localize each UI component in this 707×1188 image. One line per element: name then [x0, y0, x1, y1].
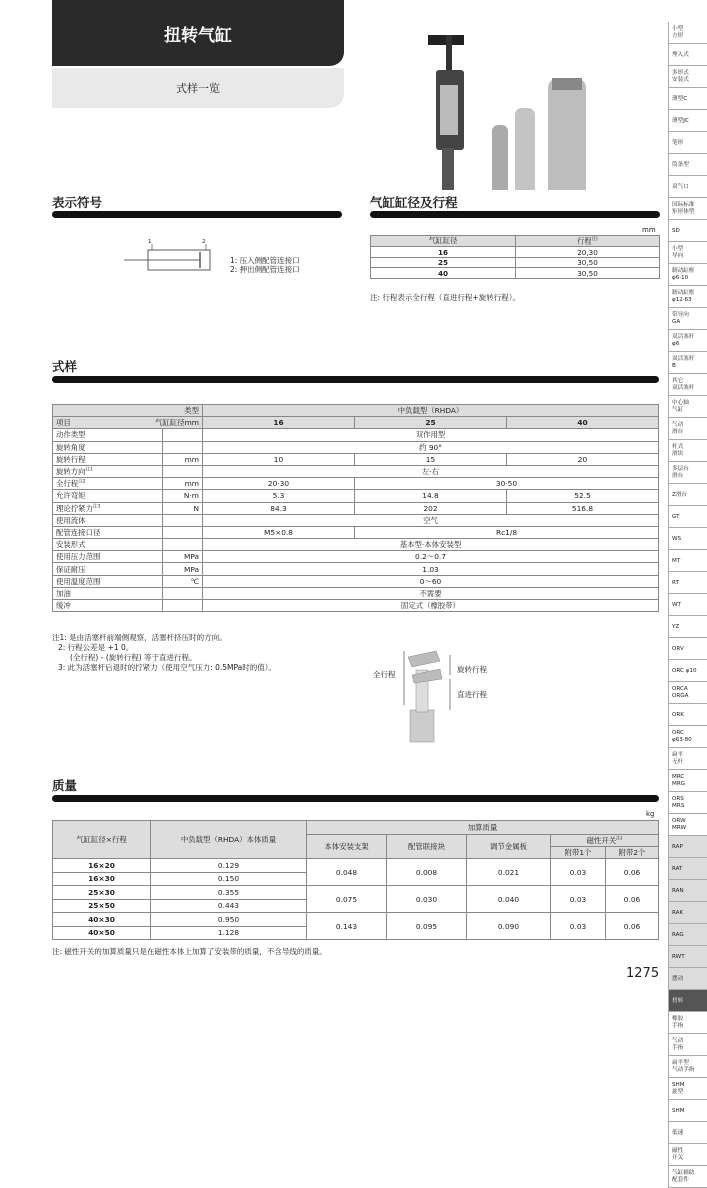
cell: 0.095: [387, 913, 467, 940]
row-unit: MPa: [163, 551, 203, 563]
cell: 0.075: [307, 886, 387, 913]
side-index-item[interactable]: 笔形: [668, 132, 707, 154]
h-item-bore: [53, 417, 203, 429]
fig-full-stroke: 全行程: [373, 670, 396, 679]
row-unit: [163, 514, 203, 526]
row-unit: [163, 600, 203, 612]
h-add-mass: 加算质量: [307, 821, 659, 835]
side-index-item[interactable]: 扭转: [668, 990, 707, 1012]
cell: 30,50: [516, 257, 660, 268]
side-index-item[interactable]: SHM 旋型: [668, 1078, 707, 1100]
cell: 10: [203, 453, 355, 465]
cell: 0.950: [151, 913, 307, 927]
section-divider: [52, 795, 659, 802]
side-index-item[interactable]: Z滑台: [668, 484, 707, 506]
mass-heading: 质量: [52, 778, 78, 793]
mass-note: 注: 磁性开关的加算质量只是在磁性本体上加算了安装带的质量，不含导线的质量。: [52, 947, 327, 956]
side-index-item[interactable]: 双活塞杆 φ6: [668, 330, 707, 352]
cell: 30·50: [355, 478, 659, 490]
cell: 基本型·本体安装型: [203, 539, 659, 551]
side-index-item[interactable]: 扁平型 气动手指: [668, 1056, 707, 1078]
spec-note-2: 2: 行程公差是 +1 0。: [58, 643, 134, 652]
cell: 20: [507, 453, 659, 465]
side-index-item[interactable]: 双活塞杆 B: [668, 352, 707, 374]
h-model: 中负载型（RHDA）: [203, 405, 659, 417]
port2-label: 2: [202, 239, 206, 245]
cell: 0.150: [151, 872, 307, 886]
side-index-item[interactable]: ORCA ORGA: [668, 682, 707, 704]
section-divider: [52, 211, 342, 218]
stroke-diagram: [390, 645, 460, 745]
spec-row: [53, 539, 659, 551]
side-index-item[interactable]: 双气口: [668, 176, 707, 198]
side-index-item[interactable]: 小型 导向: [668, 242, 707, 264]
table-row: [371, 268, 660, 279]
side-index-item[interactable]: ORC φ63·80: [668, 726, 707, 748]
mass-row: [53, 886, 659, 900]
h-b16: 16: [203, 417, 355, 429]
cell: 84.3: [203, 502, 355, 514]
fig-lin-stroke: 直进行程: [457, 690, 487, 699]
cell: 516.8: [507, 502, 659, 514]
side-index-item[interactable]: 埋入式: [668, 44, 707, 66]
table-row: [371, 247, 660, 258]
row-label: 保证耐压: [53, 563, 163, 575]
page-number: 1275: [626, 966, 660, 981]
side-index-item[interactable]: 磁性 开关: [668, 1144, 707, 1166]
cell: 1.03: [203, 563, 659, 575]
h-b40: 40: [507, 417, 659, 429]
section-divider: [52, 376, 659, 383]
cell: 0.355: [151, 886, 307, 900]
h-item: 项目: [56, 418, 71, 428]
cell: 40: [371, 268, 516, 279]
cell: 30,50: [516, 268, 660, 279]
cell: 不需要: [203, 587, 659, 599]
product-photo: [420, 30, 600, 190]
cell: 0.443: [151, 899, 307, 913]
side-index-item[interactable]: 制动缸框 φ12·63: [668, 286, 707, 308]
col-stroke: [516, 236, 660, 247]
col-bore: 气缸缸径: [371, 236, 516, 247]
cell: 约 90°: [203, 441, 659, 453]
h-switch-label: 磁性开关: [586, 836, 617, 845]
h-pipe: 配管联接块: [387, 835, 467, 859]
cell: 0.2～0.7: [203, 551, 659, 563]
row-label: 旋转角度: [53, 441, 163, 453]
cell: 固定式（橡胶带）: [203, 600, 659, 612]
symbol-legend-2: 2: 押出侧配管连接口: [230, 265, 300, 274]
h-type: 类型: [53, 405, 203, 417]
spec-note-1: 注1: 是由活塞杆前端侧观察，活塞杆挤压时的方向。: [52, 633, 227, 642]
side-index-item[interactable]: 多形式 安装式: [668, 66, 707, 88]
side-index-item[interactable]: RAK: [668, 902, 707, 924]
side-index-item[interactable]: ORW MRW: [668, 814, 707, 836]
side-index-item[interactable]: 气动 手指: [668, 1034, 707, 1056]
side-index-item[interactable]: RWT: [668, 946, 707, 968]
side-index-item[interactable]: 低速: [668, 1122, 707, 1144]
cell: 0.040: [467, 886, 551, 913]
row-unit: [163, 429, 203, 441]
cell: 0.030: [387, 886, 467, 913]
cell: 0.06: [606, 886, 659, 913]
cell: 0.03: [551, 913, 606, 940]
side-index-item[interactable]: GT: [668, 506, 707, 528]
h-sw1: 附带1个: [551, 847, 606, 859]
cell: 双作用型: [203, 429, 659, 441]
spec-row: [53, 600, 659, 612]
row-unit: N·m: [163, 490, 203, 502]
cell: 0.129: [151, 859, 307, 873]
side-index-item[interactable]: 小型 方形: [668, 22, 707, 44]
mass-row: [53, 913, 659, 927]
cell: 0.021: [467, 859, 551, 886]
symbol-heading: 表示符号: [52, 195, 103, 210]
cylinder-symbol: [120, 240, 220, 280]
row-label: 动作类型: [53, 429, 163, 441]
row-unit: [163, 539, 203, 551]
side-index-item[interactable]: 制动缸框 φ6·10: [668, 264, 707, 286]
cell: 0.03: [551, 859, 606, 886]
side-index-item[interactable]: 薄型JC: [668, 110, 707, 132]
spec-note-4: 3: 此为活塞杆后退时的拧紧力（使用空气压力: 0.5MPa时的值）。: [58, 663, 277, 672]
row-label: 旋转行程: [53, 453, 163, 465]
page-subtitle: 式样一览: [52, 68, 344, 108]
cell: 左·右: [203, 465, 659, 477]
side-index-item[interactable]: 带导向 GA: [668, 308, 707, 330]
side-index-item[interactable]: 筒条型: [668, 154, 707, 176]
bore-stroke-heading: 气缸缸径及行程: [370, 195, 458, 210]
page-title: 扭转气缸: [52, 0, 344, 66]
cell: 0.090: [467, 913, 551, 940]
cell: 15: [355, 453, 507, 465]
cell: 5.3: [203, 490, 355, 502]
cell: 25×30: [53, 886, 151, 900]
spec-row: [53, 575, 659, 587]
side-index-item[interactable]: 扁平 无杆: [668, 748, 707, 770]
spec-note-3: (全行程) - (旋转行程) 等于直进行程。: [70, 653, 197, 662]
side-index: [668, 22, 707, 1188]
cell: 40×30: [53, 913, 151, 927]
cell: 202: [355, 502, 507, 514]
row-unit: N: [163, 502, 203, 514]
mass-unit: kg: [646, 810, 655, 818]
cell: 14.8: [355, 490, 507, 502]
row-label: 配管连接口径: [53, 526, 163, 538]
row-label: 旋转方向$^{注1}$: [53, 465, 163, 477]
col-stroke-note: 注): [591, 237, 598, 242]
port1-label: 1: [148, 239, 152, 245]
side-index-item[interactable]: RAT: [668, 858, 707, 880]
cell: 20·30: [203, 478, 355, 490]
spec-row: [53, 490, 659, 502]
side-index-item[interactable]: 橡胶 手指: [668, 1012, 707, 1034]
row-label: 使用压力范围: [53, 551, 163, 563]
cell: 0～60: [203, 575, 659, 587]
row-unit: mm: [163, 478, 203, 490]
row-label: 加油: [53, 587, 163, 599]
h-mount: 本体安装支架: [307, 835, 387, 859]
spec-table: [52, 404, 659, 612]
h-sw2: 附带2个: [606, 847, 659, 859]
side-index-item[interactable]: 薄型C: [668, 88, 707, 110]
cell: 0.06: [606, 859, 659, 886]
row-label: 安装形式: [53, 539, 163, 551]
cell: 0.06: [606, 913, 659, 940]
h-switch: [551, 835, 659, 847]
row-unit: [163, 526, 203, 538]
h-body-mass: 中负载型（RHDA）本体质量: [151, 821, 307, 859]
side-index-item[interactable]: RAN: [668, 880, 707, 902]
side-index-item[interactable]: 其它 双活塞杆: [668, 374, 707, 396]
row-label: 使用流体: [53, 514, 163, 526]
side-index-item[interactable]: 多层台 滑台: [668, 462, 707, 484]
side-index-item[interactable]: SHM: [668, 1100, 707, 1122]
side-index-item[interactable]: 气缸辅助 配套件: [668, 1166, 707, 1188]
spec-heading: 式样: [52, 359, 78, 374]
spec-row: [53, 478, 659, 490]
cell: 25: [371, 257, 516, 268]
h-b25: 25: [355, 417, 507, 429]
row-label: 缓冲: [53, 600, 163, 612]
side-index-item[interactable]: ORV: [668, 638, 707, 660]
spec-row: [53, 441, 659, 453]
cell: 0.143: [307, 913, 387, 940]
cell: 0.03: [551, 886, 606, 913]
cell: M5×0.8: [203, 526, 355, 538]
row-label: 全行程$^{注2}$: [53, 478, 163, 490]
side-index-item[interactable]: RT: [668, 572, 707, 594]
cell: 40×50: [53, 926, 151, 940]
row-unit: ℃: [163, 575, 203, 587]
spec-row: [53, 429, 659, 441]
spec-row: [53, 526, 659, 538]
bore-stroke-table: [370, 235, 660, 279]
spec-row: [53, 563, 659, 575]
spec-row: [53, 551, 659, 563]
side-index-item[interactable]: ORK: [668, 704, 707, 726]
spec-row: [53, 465, 659, 477]
side-index-item[interactable]: RAP: [668, 836, 707, 858]
cell: 16: [371, 247, 516, 258]
cell: 25×50: [53, 899, 151, 913]
side-index-item[interactable]: ORC φ10: [668, 660, 707, 682]
h-switch-note: 注): [616, 836, 623, 842]
side-index-item[interactable]: ORS MRS: [668, 792, 707, 814]
cell: 空气: [203, 514, 659, 526]
side-index-item[interactable]: MRC MRG: [668, 770, 707, 792]
row-unit: mm: [163, 453, 203, 465]
cell: Rc1/8: [355, 526, 659, 538]
spec-row: [53, 502, 659, 514]
side-index-item[interactable]: WT: [668, 594, 707, 616]
h-bore: 气缸缸径mm: [155, 418, 199, 428]
cell: 20,30: [516, 247, 660, 258]
row-label: 允许弯矩: [53, 490, 163, 502]
h-bore-stroke: 气缸缸径×行程: [53, 821, 151, 859]
cell: 1.128: [151, 926, 307, 940]
symbol-legend-1: 1: 压入侧配管连接口: [230, 256, 300, 265]
side-index-item[interactable]: 国际标准 矩形体型: [668, 198, 707, 220]
cell: 16×30: [53, 872, 151, 886]
mass-table: [52, 820, 659, 940]
cell: 52.5: [507, 490, 659, 502]
spec-row: [53, 514, 659, 526]
side-index-item[interactable]: 中心轴 气缸: [668, 396, 707, 418]
side-index-item[interactable]: MT: [668, 550, 707, 572]
row-unit: [163, 465, 203, 477]
row-unit: [163, 587, 203, 599]
spec-row: [53, 453, 659, 465]
table-row: [371, 257, 660, 268]
spec-row: [53, 587, 659, 599]
row-unit: MPa: [163, 563, 203, 575]
side-index-item[interactable]: 摆动: [668, 968, 707, 990]
col-stroke-label: 行程: [577, 236, 592, 246]
side-index-item[interactable]: 气动 滑台: [668, 418, 707, 440]
mass-row: [53, 859, 659, 873]
cell: 16×20: [53, 859, 151, 873]
side-index-item[interactable]: 杆式 滑块: [668, 440, 707, 462]
bore-stroke-unit: mm: [642, 226, 656, 234]
row-label: 理论拧紧力$^{注3}$: [53, 502, 163, 514]
section-divider: [370, 211, 660, 218]
h-adj: 调节金属板: [467, 835, 551, 859]
side-index-item[interactable]: RAG: [668, 924, 707, 946]
cell: 0.048: [307, 859, 387, 886]
fig-rot-stroke: 旋转行程: [457, 665, 487, 674]
cell: 0.008: [387, 859, 467, 886]
bore-stroke-note: 注: 行程表示全行程（直进行程+旋转行程）。: [370, 293, 520, 302]
side-index-item[interactable]: YZ: [668, 616, 707, 638]
side-index-item[interactable]: SD: [668, 220, 707, 242]
row-unit: [163, 441, 203, 453]
row-label: 使用温度范围: [53, 575, 163, 587]
side-index-item[interactable]: WS: [668, 528, 707, 550]
